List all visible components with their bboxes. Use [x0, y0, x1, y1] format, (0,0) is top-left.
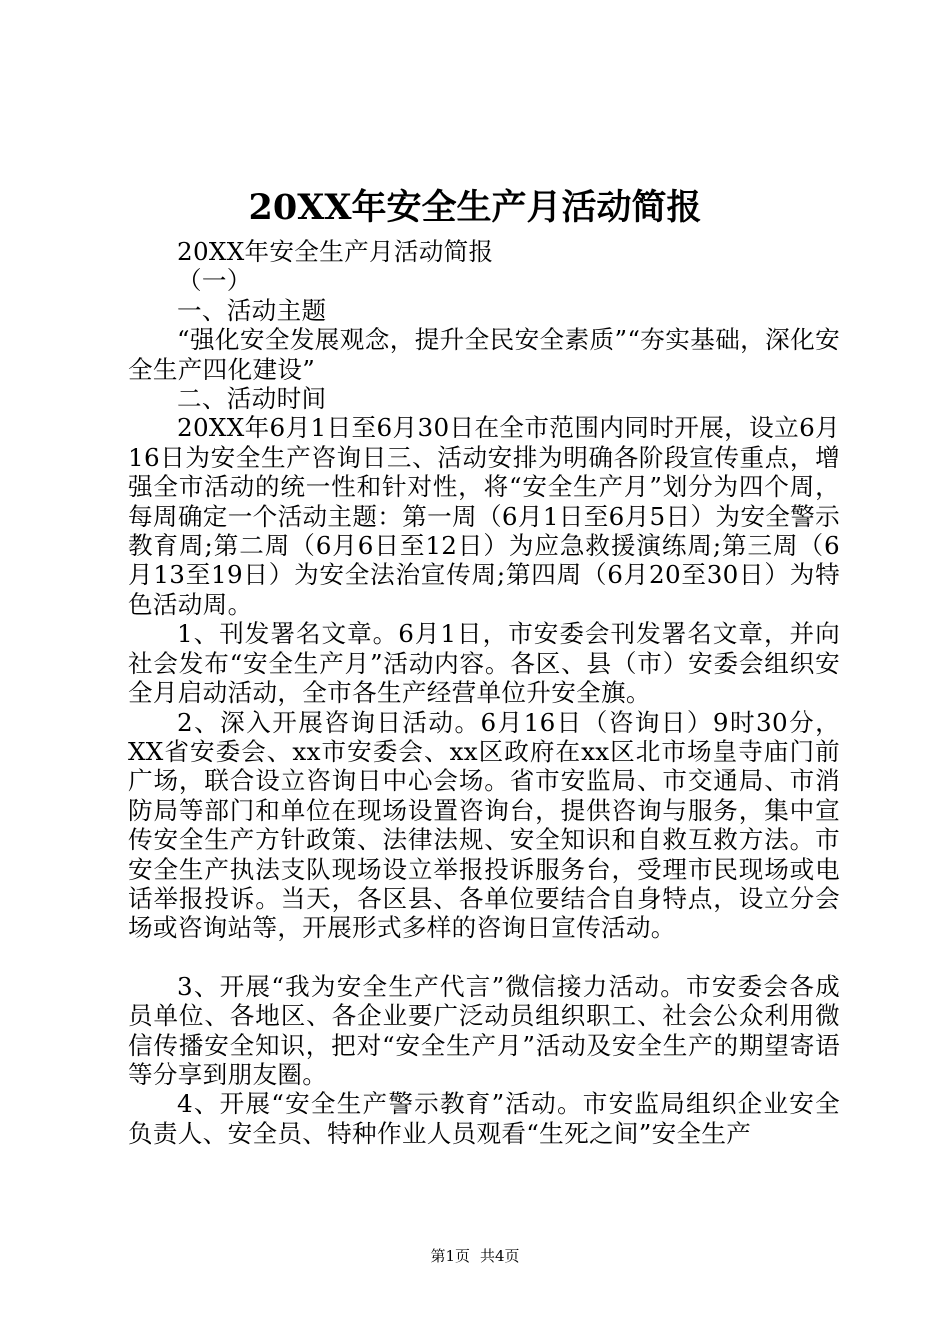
heading-activity-time: 二、活动时间	[177, 384, 327, 414]
item-1-paragraph: 1、刊发署名文章。6月1日，市安委会刊发署名文章，并向社会发布“安全生产月”活动内容。各区、县（市）安委会组织安全月启动活动，全市各生产经营单位升安全旗。	[128, 619, 840, 708]
item-2-paragraph: 2、深入开展咨询日活动。6月16日（咨询日）9时30分，XX省安委会、xx市安委会、xx区政府在xx区北市场皇寺庙门前广场，联合设立咨询日中心会场。省市安监局、市交通局、市消防局等部门和单位在现场设置咨询台，提供咨询与服务，集中宣传安全生产方针政策、法律法规、安全知识和自救互救方法。市安全生产执法支队现场设立举报投诉服务台，受理市民现场或电话举报投诉。当天，各区县、各单位要结合自身特点，设立分会场或咨询站等，开展形式多样的咨询日宣传活动。	[128, 707, 840, 943]
heading-activity-theme: 一、活动主题	[177, 295, 327, 325]
page-footer	[0, 1245, 950, 1266]
document-title: 20XX年安全生产月活动简报	[248, 187, 702, 228]
item-4-paragraph: 4、开展“安全生产警示教育”活动。市安监局组织企业安全负责人、安全员、特种作业人员观看“生死之间”安全生产	[128, 1089, 840, 1148]
page-number: 第1页	[430, 1247, 470, 1265]
document-body	[128, 237, 840, 1148]
theme-paragraph: “强化安全发展观念，提升全民安全素质”“夯实基础，深化安全生产四化建设”	[128, 325, 840, 384]
item-3-paragraph: 3、开展“我为安全生产代言”微信接力活动。市安委会各成员单位、各地区、各企业要广泛动员组织职工、社会公众利用微信传播安全知识，把对“安全生产月”活动及安全生产的期望寄语等分享到朋友圈。	[128, 971, 840, 1089]
page-total: 共4页	[480, 1247, 520, 1265]
subtitle-paragraph: 20XX年安全生产月活动简报	[177, 237, 494, 266]
time-paragraph: 20XX年6月1日至6月30日在全市范围内同时开展，设立6月16日为安全生产咨询日三、活动安排为明确各阶段宣传重点，增强全市活动的统一性和针对性，将“安全生产月”划分为四个周，每周确定一个活动主题：第一周（6月1日至6月5日）为安全警示教育周;第二周（6月6日至12日）为应急救援演练周;第三周（6月13至19日）为安全法治宣传周;第四周（6月20至30日）为特色活动周。	[128, 413, 840, 619]
section-number: （一）	[177, 266, 252, 296]
